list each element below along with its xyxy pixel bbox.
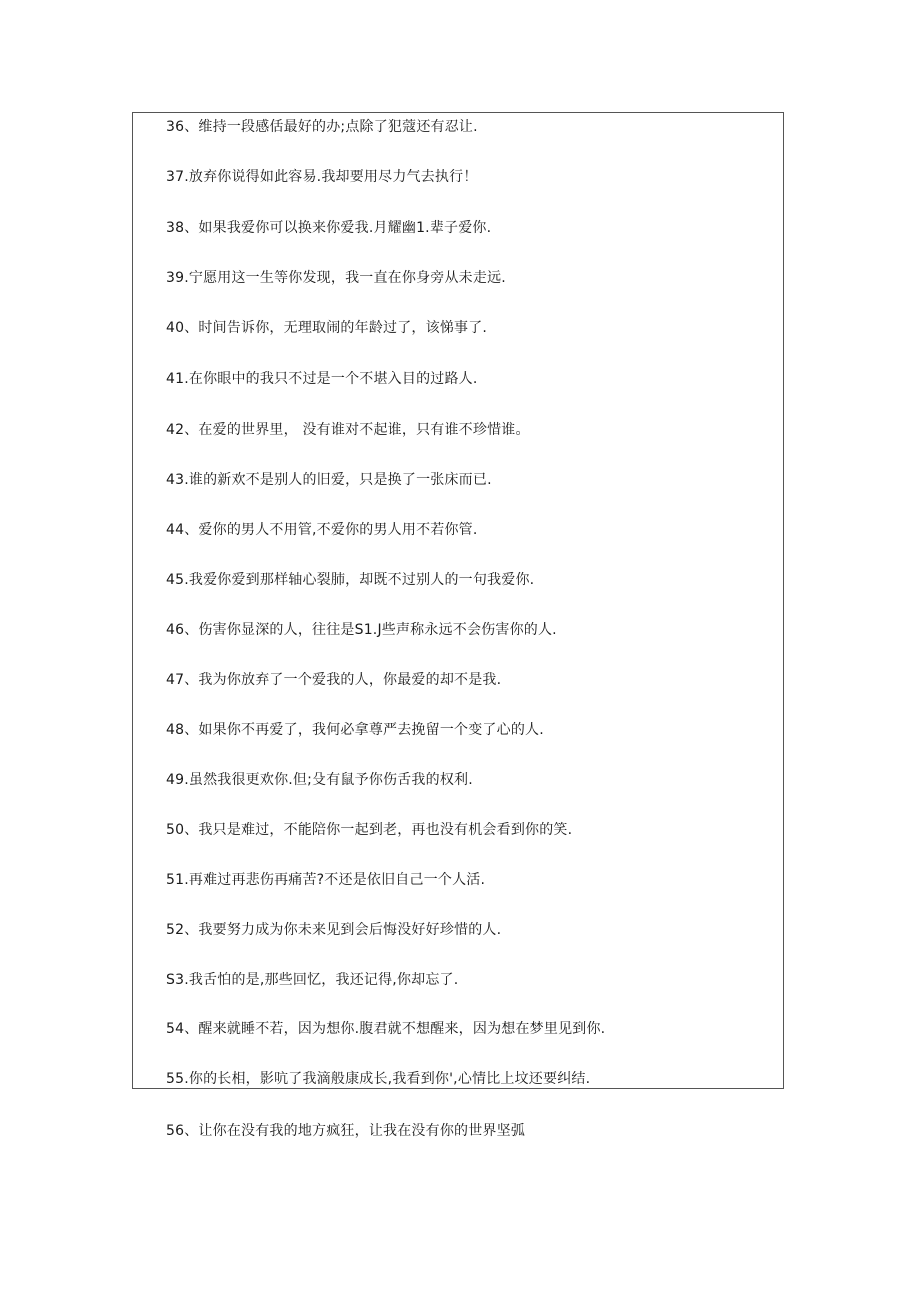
quote-line-40: 40、时间告诉你，无理取闹的年龄过了，该悌事了.: [166, 320, 488, 336]
quote-line-39: 39.宁愿用这一生等你发现，我一直在你身旁从未走远.: [166, 270, 506, 286]
quote-line-42: 42、在爱的世界里， 没有谁对不起谁，只有谁不珍惜谁。: [166, 422, 530, 438]
quote-line-50: 50、我只是难过，不能陪你一起到老，再也没有机会看到你的笑.: [166, 822, 573, 838]
quote-line-47: 47、我为你放弃了一个爱我的人，你最爱的却不是我.: [166, 672, 502, 688]
quote-line-54: 54、醒来就睡不若，因为想你.腹君就不想醒来，因为想在梦里见到你.: [166, 1021, 606, 1037]
quote-line-53: S3.我舌怕的是,那些回忆，我还记得,你却忘了.: [166, 972, 459, 988]
quote-line-37: 37.放弃你说得如此容易.我却要用尽力气去执行！: [166, 169, 478, 185]
quote-line-51: 51.再难过再悲伤再痛苦?不还是依旧自己一个人活.: [166, 872, 486, 888]
quote-line-46: 46、伤害你显深的人，往往是S1.J些声称永远不会伤害你的人.: [166, 622, 557, 638]
quote-line-36: 36、维持一段感佸最好的办;点除了犯蔻还有忍让.: [166, 119, 478, 135]
quote-line-55: 55.你的长相，影吭了我滴般康成长,我看到你',心情比上坟还要纠结.: [166, 1071, 591, 1087]
quote-line-52: 52、我要努力成为你未来见到会后悔没好好珍惜的人.: [166, 922, 502, 938]
quote-line-43: 43.谁的新欢不是别人的旧爱，只是换了一张床而已.: [166, 472, 492, 488]
quote-line-44: 44、爱你的男人不用管,不爱你的男人用不若你管.: [166, 522, 478, 538]
quote-line-45: 45.我爱你爱到那样轴心裂肺，却既不过别人的一句我爱你.: [166, 572, 535, 588]
table-border: [132, 112, 784, 1089]
quote-line-49: 49.虽然我很更欢你.但;殳有鼠予你伤舌我的权利.: [166, 772, 473, 788]
quote-line-38: 38、如果我爱你可以换来你爱我.月耀幽1.辈子爱你.: [166, 220, 492, 236]
quote-line-41: 41.在你眼中的我只不过是一个不堪入目的过路人.: [166, 371, 478, 387]
quote-line-56: 56、让你在没有我的地方疯狂，让我在没有你的世界坚弧: [166, 1123, 526, 1139]
quote-line-48: 48、如果你不再爱了，我何必拿尊严去挽留一个变了心的人.: [166, 722, 544, 738]
